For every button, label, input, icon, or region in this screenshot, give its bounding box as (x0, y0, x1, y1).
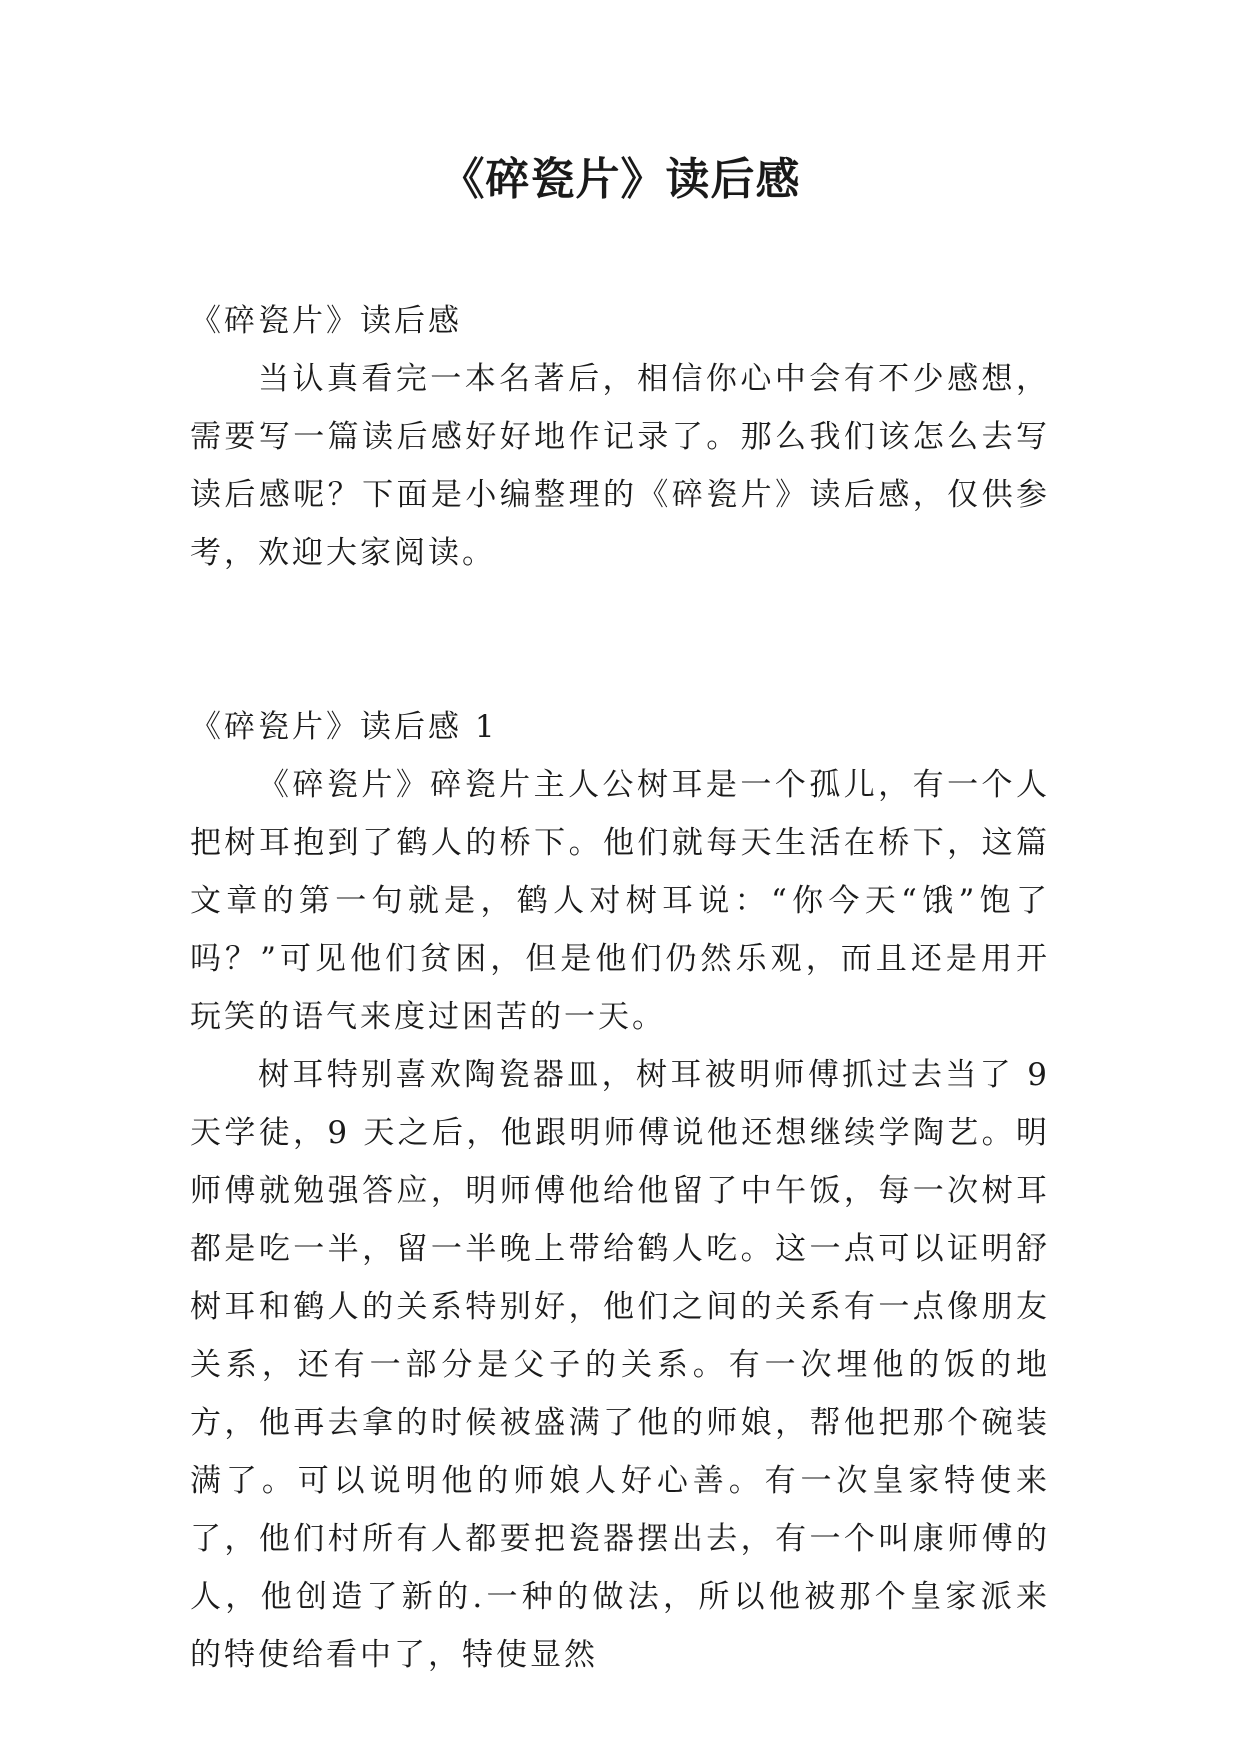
document-title: 《碎瓷片》读后感 (440, 154, 801, 205)
intro-heading: 《碎瓷片》读后感 (190, 303, 462, 339)
section-1-paragraph-1: 《碎瓷片》碎瓷片主人公树耳是一个孤儿，有一个人把树耳抱到了鹤人的桥下。他们就每天生活在桥下，这篇文章的第一句就是，鹤人对树耳说：“你今天“饿”饱了吗？”可见他们贫困，但是他们仍然乐观，而且还是用开玩笑的语气来度过困苦的一天。 (190, 767, 1050, 1035)
intro-paragraph: 当认真看完一本名著后，相信你心中会有不少感想，需要写一篇读后感好好地作记录了。那么我们该怎么去写读后感呢？下面是小编整理的《碎瓷片》读后感，仅供参考，欢迎大家阅读。 (190, 361, 1050, 571)
section-1-paragraph-2: 树耳特别喜欢陶瓷器皿，树耳被明师傅抓过去当了 9 天学徒，9 天之后，他跟明师傅说他还想继续学陶艺。明师傅就勉强答应，明师傅他给他留了中午饭，每一次树耳都是吃一半，留一半晚上带给鹤人吃。这一点可以证明舒树耳和鹤人的关系特别好，他们之间的关系有一点像朋友关系，还有一部分是父子的关系。有一次埋他的饭的地方，他再去拿的时候被盛满了他的师娘，帮他把那个碗装满了。可以说明他的师娘人好心善。有一次皇家特使来了，他们村所有人都要把瓷器摆出去，有一个叫康师傅的人，他创造了新的.一种的做法，所以他被那个皇家派来的特使给看中了，特使显然 (190, 1057, 1050, 1673)
document-body (190, 292, 1050, 1684)
section-spacer (190, 582, 1050, 698)
section-1-heading: 《碎瓷片》读后感 1 (190, 709, 498, 745)
